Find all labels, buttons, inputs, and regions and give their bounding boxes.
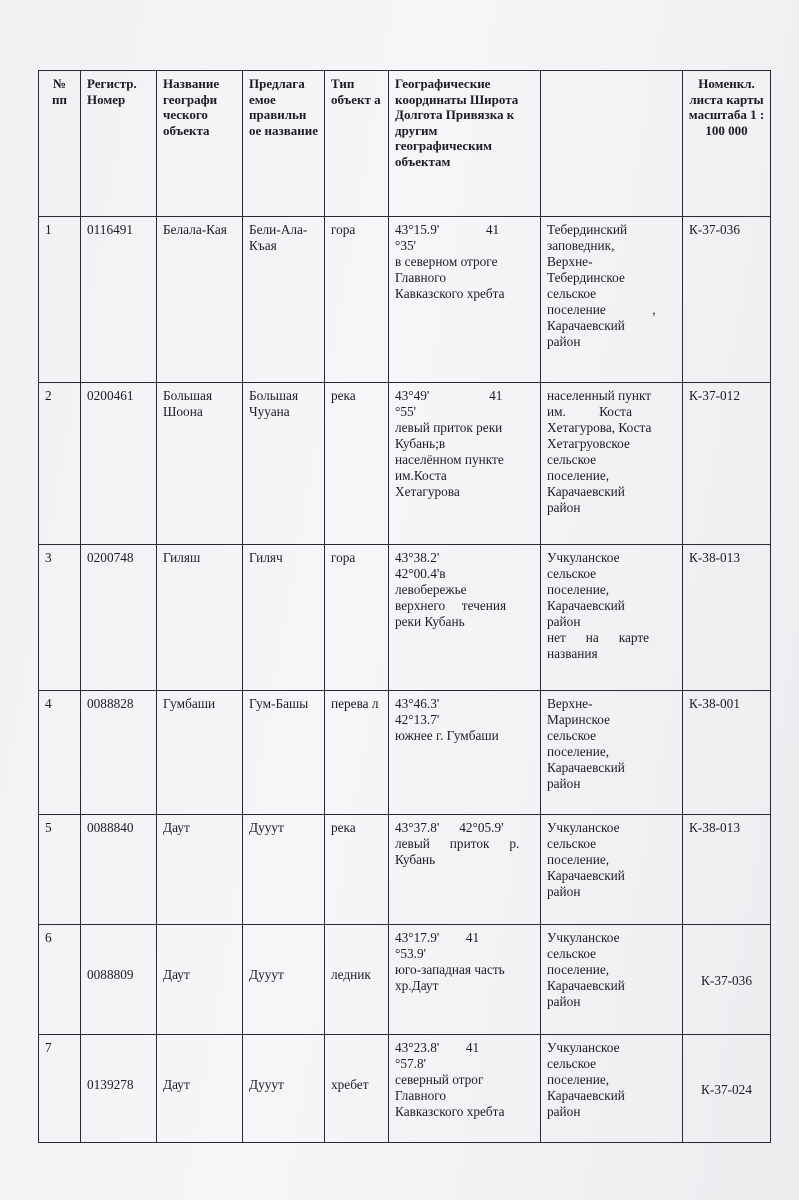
cell-object-name: Белала-Кая — [157, 217, 243, 383]
admin-line: Карачаевский — [547, 597, 625, 613]
admin-line: сельское — [547, 835, 597, 851]
table-row — [39, 545, 771, 691]
coord-line: Кавказского хребта — [395, 285, 505, 301]
coord-line: хр.Даут — [395, 977, 439, 993]
cell-object-type: хребет — [325, 1035, 389, 1143]
table-row — [39, 217, 771, 383]
admin-line: сельское — [547, 1055, 597, 1071]
admin-line: Учкуланское — [547, 820, 620, 835]
header-registration-number: Регистр. Номер — [81, 71, 157, 217]
coord-line: Кубань — [395, 851, 436, 867]
cell-coordinates — [389, 545, 541, 691]
admin-line: поселение, — [547, 467, 610, 483]
coord-line: левобережье — [395, 581, 467, 597]
cell-coordinates — [389, 925, 541, 1035]
cell-object-name: Даут — [157, 925, 243, 1035]
cell-number: 2 — [39, 383, 81, 545]
admin-line: район — [547, 613, 581, 629]
coord-line: им.Коста — [395, 467, 447, 483]
admin-line: поселение, — [547, 581, 610, 597]
admin-line: Карачаевский — [547, 759, 625, 775]
cell-number: 6 — [39, 925, 81, 1035]
cell-admin-location — [541, 217, 683, 383]
coord-line: северный отрог — [395, 1071, 484, 1087]
cell-object-type: гора — [325, 545, 389, 691]
cell-coordinates — [389, 691, 541, 815]
cell-proposed-name: Гум-Башы — [243, 691, 325, 815]
admin-line: район — [547, 883, 581, 899]
cell-registration-number: 0200461 — [81, 383, 157, 545]
cell-proposed-name: Дууут — [243, 815, 325, 925]
cell-number: 5 — [39, 815, 81, 925]
table-header-row — [39, 71, 771, 217]
header-admin-location — [541, 71, 683, 217]
table-row — [39, 1035, 771, 1143]
cell-number: 3 — [39, 545, 81, 691]
header-object-name: Название географи ческого объекта — [157, 71, 243, 217]
cell-map-sheet: К-37-036 — [683, 925, 771, 1035]
coord-line: °35' — [395, 237, 417, 253]
admin-line: поселение, — [547, 961, 610, 977]
cell-admin-location — [541, 925, 683, 1035]
admin-line: сельское — [547, 451, 597, 467]
admin-line: Учкуланское — [547, 930, 620, 945]
cell-admin-location — [541, 691, 683, 815]
cell-proposed-name: Гиляч — [243, 545, 325, 691]
coord-line: в северном отроге — [395, 253, 498, 269]
cell-map-sheet: К-38-001 — [683, 691, 771, 815]
admin-line: Карачаевский — [547, 1087, 625, 1103]
coord-line: населённом пункте — [395, 451, 504, 467]
cell-object-name: Гиляш — [157, 545, 243, 691]
admin-line: Учкуланское — [547, 1040, 620, 1055]
admin-line: сельское — [547, 285, 597, 301]
cell-coordinates — [389, 217, 541, 383]
admin-line: Верхне- — [547, 253, 593, 269]
cell-number: 1 — [39, 217, 81, 383]
cell-map-sheet: К-38-013 — [683, 545, 771, 691]
cell-coordinates — [389, 1035, 541, 1143]
admin-line: Карачаевский — [547, 867, 625, 883]
cell-object-type: ледник — [325, 925, 389, 1035]
cell-registration-number: 0139278 — [81, 1035, 157, 1143]
admin-line: сельское — [547, 945, 597, 961]
admin-line: поселение , — [547, 301, 656, 317]
cell-admin-location — [541, 545, 683, 691]
admin-line: Тебердинский — [547, 222, 628, 237]
coord-line: 43°38.2' — [395, 550, 440, 565]
admin-line: Хетагруовское — [547, 435, 630, 451]
table-row — [39, 383, 771, 545]
cell-object-type: гора — [325, 217, 389, 383]
cell-map-sheet: К-38-013 — [683, 815, 771, 925]
admin-line: поселение, — [547, 1071, 610, 1087]
admin-line: сельское — [547, 565, 597, 581]
cell-map-sheet: К-37-012 — [683, 383, 771, 545]
admin-line: Учкуланское — [547, 550, 620, 565]
cell-number: 7 — [39, 1035, 81, 1143]
admin-line: район — [547, 775, 581, 791]
cell-admin-location — [541, 383, 683, 545]
admin-line: Маринское — [547, 711, 611, 727]
cell-coordinates — [389, 383, 541, 545]
coord-line: 43°46.3' — [395, 696, 440, 711]
table-row — [39, 691, 771, 815]
cell-object-name: Даут — [157, 1035, 243, 1143]
coord-line: 42°00.4'в — [395, 565, 446, 581]
coord-line: °55' — [395, 403, 417, 419]
cell-registration-number: 0088840 — [81, 815, 157, 925]
coord-line: 43°37.8' 42°05.9' — [395, 820, 504, 835]
geographic-objects-table — [38, 70, 771, 1143]
admin-line: Карачаевский — [547, 483, 625, 499]
cell-object-name: Большая Шоона — [157, 383, 243, 545]
admin-line: им. Коста — [547, 403, 633, 419]
cell-object-name: Даут — [157, 815, 243, 925]
coord-line: 43°17.9' 41 — [395, 930, 480, 945]
table-row — [39, 925, 771, 1035]
admin-line: нет на карте — [547, 629, 650, 645]
coord-line: верхнего течения — [395, 597, 507, 613]
cell-map-sheet: К-37-024 — [683, 1035, 771, 1143]
coord-line: 42°13.7' — [395, 711, 440, 727]
coord-line: Кавказского хребта — [395, 1103, 505, 1119]
admin-line: населенный пункт — [547, 388, 652, 403]
coord-line: юго-западная часть — [395, 961, 505, 977]
cell-object-type: перева л — [325, 691, 389, 815]
coord-line: южнее г. Гумбаши — [395, 727, 499, 743]
coord-line: левый приток р. — [395, 835, 520, 851]
header-coordinates: Географические координаты Широта Долгота Привязка к другим географическим объектам — [389, 71, 541, 217]
admin-line: поселение, — [547, 851, 610, 867]
coord-line: 43°15.9' 41 — [395, 222, 500, 237]
coord-line: левый приток реки — [395, 419, 503, 435]
cell-number: 4 — [39, 691, 81, 815]
cell-registration-number: 0088809 — [81, 925, 157, 1035]
coord-line: реки Кубань — [395, 613, 465, 629]
admin-line: поселение, — [547, 743, 610, 759]
cell-coordinates — [389, 815, 541, 925]
cell-admin-location — [541, 815, 683, 925]
coord-line: Хетагурова — [395, 483, 460, 499]
cell-registration-number: 0200748 — [81, 545, 157, 691]
admin-line: заповедник, — [547, 237, 615, 253]
header-number: № пп — [39, 71, 81, 217]
cell-admin-location — [541, 1035, 683, 1143]
coord-line: Главного — [395, 1087, 447, 1103]
admin-line: сельское — [547, 727, 597, 743]
admin-line: район — [547, 1103, 581, 1119]
coord-line: 43°49' 41 — [395, 388, 503, 403]
coord-line: Кубань;в — [395, 435, 446, 451]
cell-object-type: река — [325, 383, 389, 545]
cell-proposed-name: Большая Чууана — [243, 383, 325, 545]
header-map-sheet: Номенкл. листа карты масштаба 1 : 100 000 — [683, 71, 771, 217]
header-object-type: Тип объект а — [325, 71, 389, 217]
admin-line: названия — [547, 645, 598, 661]
cell-registration-number: 0116491 — [81, 217, 157, 383]
table-row — [39, 815, 771, 925]
admin-line: район — [547, 993, 581, 1009]
coord-line: Главного — [395, 269, 447, 285]
admin-line: район — [547, 499, 581, 515]
admin-line: Карачаевский — [547, 977, 625, 993]
cell-proposed-name: Бели-Ала-Къая — [243, 217, 325, 383]
cell-proposed-name: Дууут — [243, 925, 325, 1035]
admin-line: район — [547, 333, 581, 349]
admin-line: Тебердинское — [547, 269, 625, 285]
coord-line: 43°23.8' 41 — [395, 1040, 480, 1055]
cell-object-name: Гумбаши — [157, 691, 243, 815]
coord-line: °57.8' — [395, 1055, 426, 1071]
admin-line: Карачаевский — [547, 317, 625, 333]
coord-line: °53.9' — [395, 945, 426, 961]
cell-map-sheet: К-37-036 — [683, 217, 771, 383]
cell-proposed-name: Дууут — [243, 1035, 325, 1143]
cell-object-type: река — [325, 815, 389, 925]
cell-registration-number: 0088828 — [81, 691, 157, 815]
header-proposed-name: Предлага емое правильн ое название — [243, 71, 325, 217]
admin-line: Хетагурова, Коста — [547, 419, 652, 435]
admin-line: Верхне- — [547, 696, 593, 711]
